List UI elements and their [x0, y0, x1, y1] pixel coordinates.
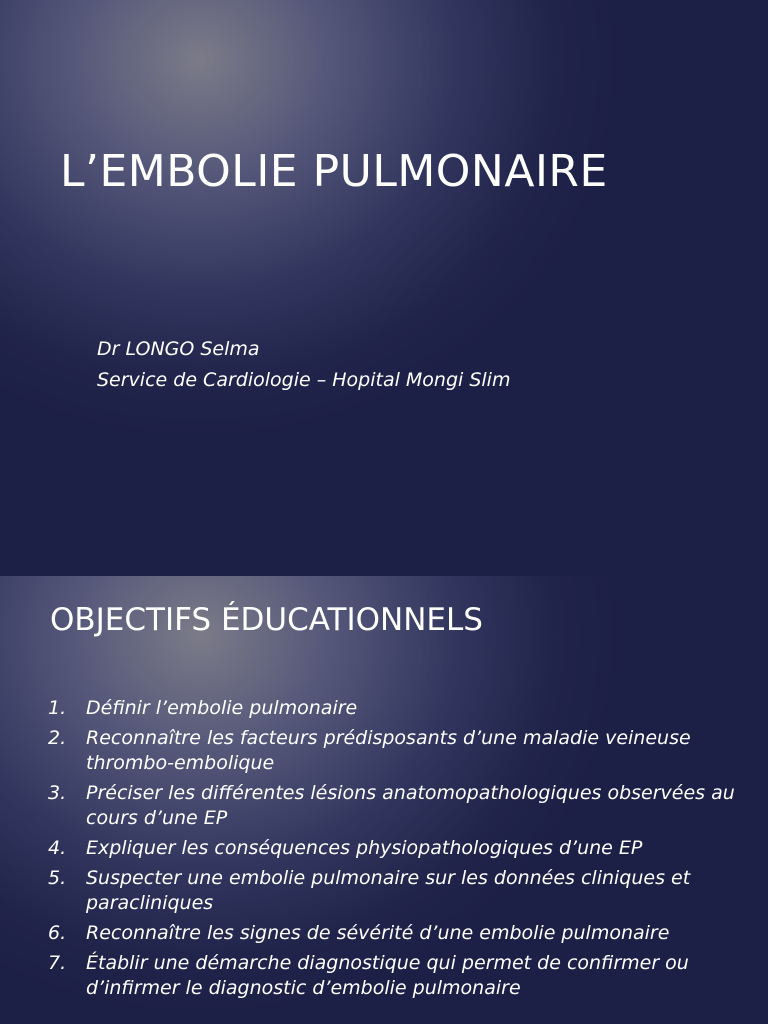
- list-item-text: Reconnaître les signes de sévérité d’une embolie pulmonaire: [86, 922, 670, 944]
- list-item: [48, 781, 748, 831]
- author-name: Dr LONGO Selma: [97, 338, 260, 360]
- list-item-text: Reconnaître les facteurs prédisposants d’une maladie veineuse thrombo-embolique: [86, 727, 691, 774]
- list-item-text: Préciser les différentes lésions anatomopathologiques observées au cours d’une EP: [86, 782, 735, 829]
- list-item-number: 3.: [48, 782, 67, 804]
- department-name: Service de Cardiologie – Hopital Mongi Slim: [97, 369, 511, 391]
- list-item-number: 4.: [48, 837, 67, 859]
- list-item: [48, 836, 748, 861]
- list-item-number: 1.: [48, 697, 67, 719]
- objectives-title: OBJECTIFS ÉDUCATIONNELS: [50, 602, 483, 638]
- list-item: [48, 951, 748, 1001]
- list-item: [48, 726, 748, 776]
- list-item: [48, 866, 748, 916]
- slide-title: L’EMBOLIE PULMONAIRE: [60, 146, 608, 197]
- list-item-text: Définir l’embolie pulmonaire: [86, 697, 358, 719]
- list-item-number: 6.: [48, 922, 67, 944]
- list-item: [48, 921, 748, 946]
- slide-subtitle: [97, 334, 510, 396]
- list-item-text: Expliquer les conséquences physiopathologiques d’une EP: [86, 837, 643, 859]
- objectives-list: [48, 696, 748, 1006]
- objectives-slide: [0, 576, 768, 1024]
- list-item-number: 7.: [48, 952, 67, 974]
- list-item-number: 5.: [48, 867, 67, 889]
- list-item-text: Établir une démarche diagnostique qui permet de confirmer ou d’infirmer le diagnostic d’embolie pulmonaire: [86, 952, 689, 999]
- list-item-text: Suspecter une embolie pulmonaire sur les données cliniques et paracliniques: [86, 867, 691, 914]
- list-item: [48, 696, 748, 721]
- list-item-number: 2.: [48, 727, 67, 749]
